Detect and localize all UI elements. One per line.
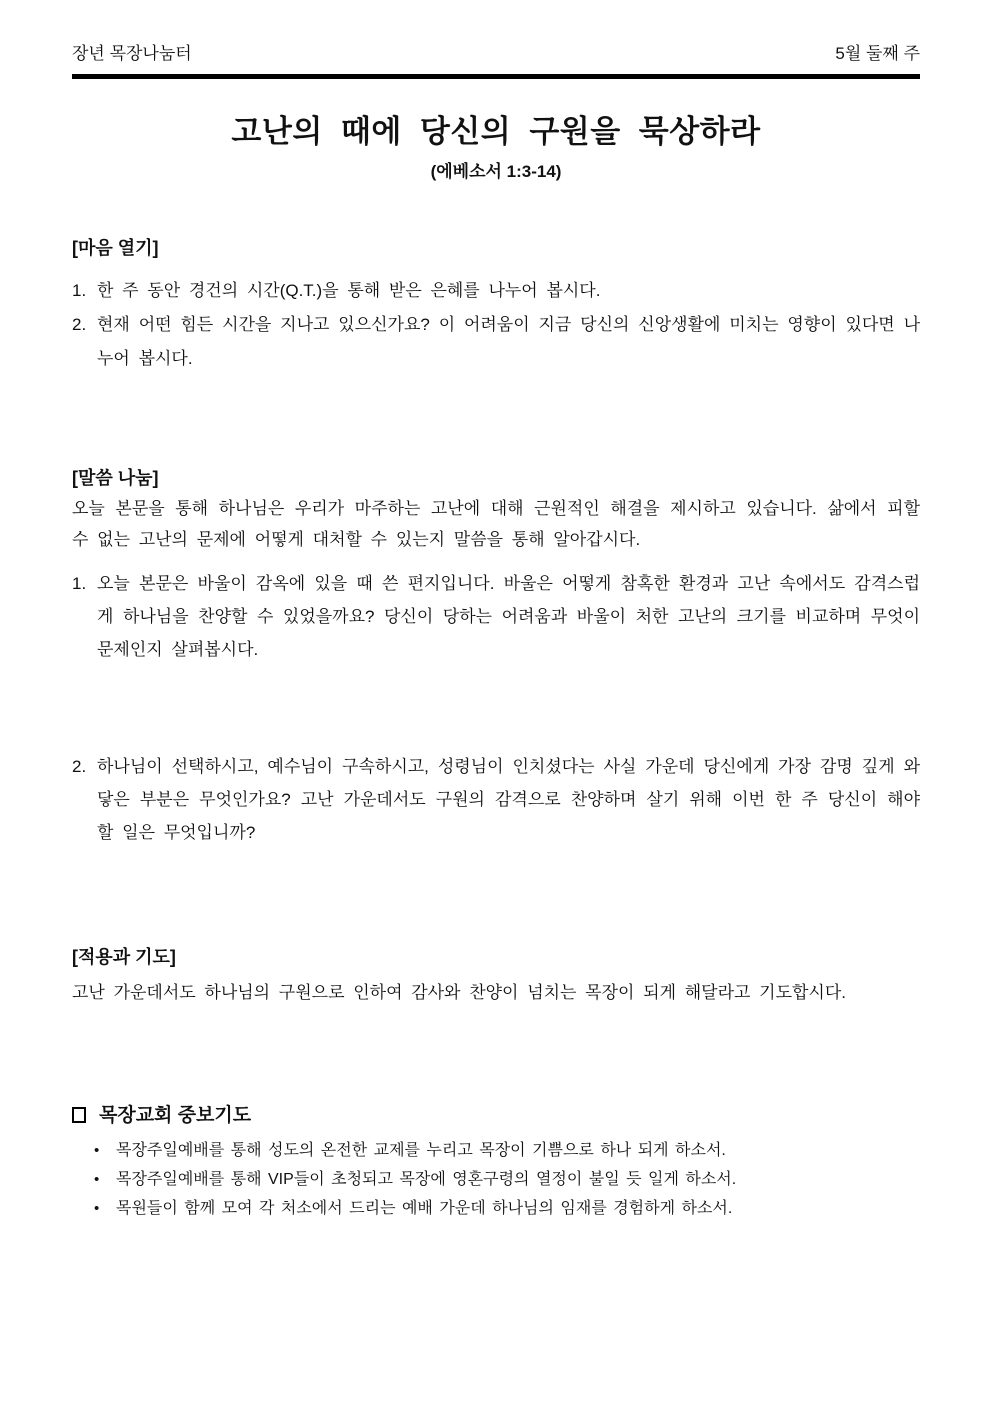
list-item — [94, 1165, 920, 1194]
question-item — [72, 750, 920, 849]
question-item — [72, 567, 920, 666]
document-title: 고난의 때에 당신의 구원을 묵상하라 — [231, 114, 761, 149]
item-number: 1. — [72, 281, 87, 300]
item-number: 2. — [72, 315, 87, 334]
item-number: 2. — [72, 757, 87, 776]
bullet-icon: • — [94, 1171, 100, 1188]
header-doc-name: 장년 목장나눔터 — [72, 44, 192, 63]
item-text: 한 주 동안 경건의 시간(Q.T.)을 통해 받은 은혜를 나누어 봅시다. — [97, 281, 601, 300]
question-text: 오늘 본문은 바울이 감옥에 있을 때 쓴 편지입니다. 바울은 어떻게 참혹한 환경과 고난 속에서도 감격스럽게 하나님을 찬양할 수 있었을까요? 당신이 당하는 어려움과 바울이 처한 고난의 크기를 비교하며 무엇이 문제인지 살펴봅시다. — [97, 574, 920, 659]
question-text: 하나님이 선택하시고, 예수님이 구속하시고, 성령님이 인치셨다는 사실 가운데 당신에게 가장 감명 깊게 와닿은 부분은 무엇인가요? 고난 가운데서도 구원의 감격으로 찬양하며 살기 위해 이번 한 주 당신이 해야 할 일은 무엇입니까? — [97, 757, 920, 842]
item-text: 현재 어떤 힘든 시간을 지나고 있으신가요? 이 어려움이 지금 당신의 신앙생활에 미치는 영향이 있다면 나누어 봅시다. — [97, 315, 920, 368]
bullet-icon: • — [94, 1200, 100, 1217]
header-rule — [72, 74, 920, 79]
bullet-text: 목장주일예배를 통해 VIP들이 초청되고 목장에 영혼구령의 열정이 불일 듯 일게 하소서. — [116, 1171, 737, 1188]
bullet-text: 목장주일예배를 통해 성도의 온전한 교제를 누리고 목장이 기쁨으로 하나 되게 하소서. — [116, 1142, 726, 1159]
bullet-icon: • — [94, 1142, 100, 1159]
section-heading-application: [적용과 기도] — [72, 947, 176, 967]
intercession-bullet-list — [72, 1136, 920, 1223]
section-heading-opening: [마음 열기] — [72, 238, 159, 258]
section-heading-sharing: [말씀 나눔] — [72, 468, 159, 488]
header-week-label: 5월 둘째 주 — [835, 44, 920, 63]
item-number: 1. — [72, 574, 87, 593]
scripture-reference: (에베소서 1:3-14) — [430, 162, 562, 181]
opening-list — [72, 274, 920, 376]
checkbox-icon — [72, 1107, 86, 1123]
list-item — [94, 1194, 920, 1223]
sharing-intro-paragraph: 오늘 본문을 통해 하나님은 우리가 마주하는 고난에 대해 근원적인 해결을 제시하고 있습니다. 삶에서 피할 수 없는 고난의 문제에 어떻게 대처할 수 있는지 말씀을 통해 알아갑시다. — [72, 499, 920, 549]
page-header — [72, 44, 920, 64]
application-paragraph: 고난 가운데서도 하나님의 구원으로 인하여 감사와 찬양이 넘치는 목장이 되게 해달라고 기도합시다. — [72, 983, 846, 1002]
intercession-heading: 목장교회 중보기도 — [99, 1105, 252, 1126]
intercession-heading-row — [72, 1103, 920, 1129]
list-item — [94, 1136, 920, 1165]
bullet-text: 목원들이 함께 모여 각 처소에서 드리는 예배 가운데 하나님의 임재를 경험하게 하소서. — [116, 1200, 733, 1217]
list-item — [72, 308, 920, 376]
list-item — [72, 274, 920, 308]
